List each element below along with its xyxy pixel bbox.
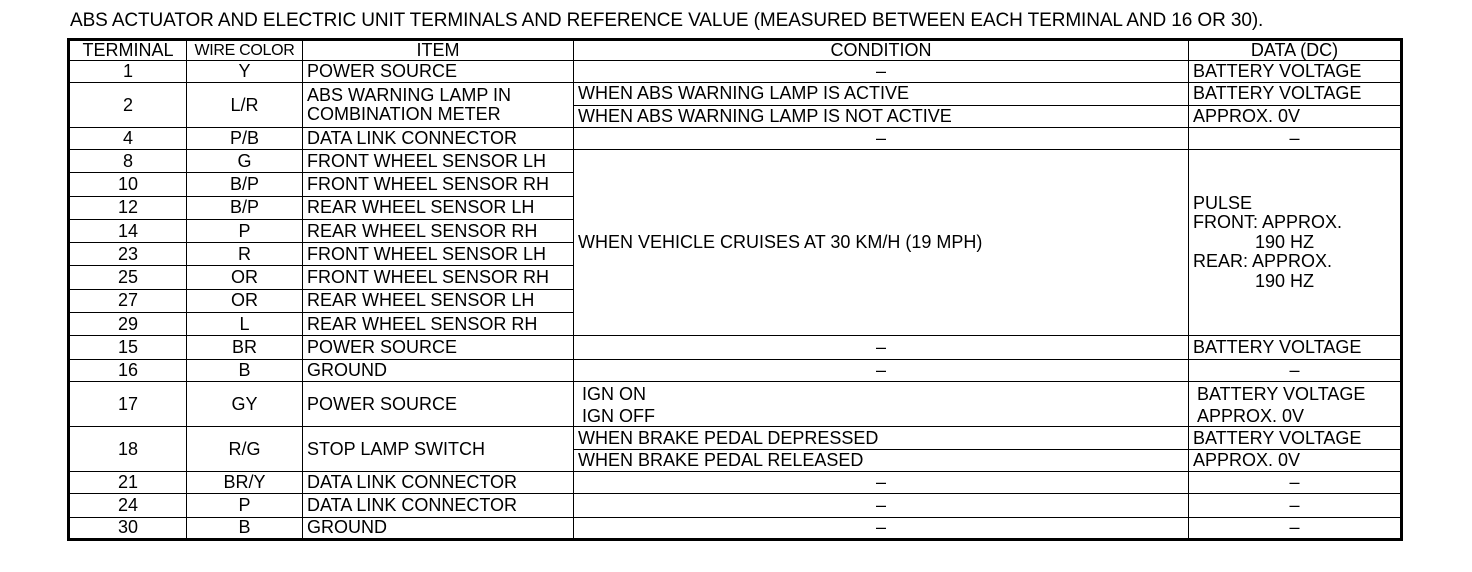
condition-cell: – bbox=[574, 471, 1189, 493]
wire-color-cell: B bbox=[187, 517, 303, 540]
terminal-cell: 25 bbox=[69, 266, 187, 289]
wire-color-cell: BR/Y bbox=[187, 471, 303, 493]
table-row bbox=[69, 517, 1402, 540]
document-title: ABS ACTUATOR AND ELECTRIC UNIT TERMINALS AND REFERENCE VALUE (MEASURED BETWEEN EACH TERMINAL AND 16 OR 30). bbox=[70, 10, 1264, 31]
wire-color-cell: B/P bbox=[187, 173, 303, 196]
table-row bbox=[69, 336, 1402, 359]
terminal-cell: 17 bbox=[69, 381, 187, 427]
condition-cell: – bbox=[574, 336, 1189, 359]
wire-color-cell: GY bbox=[187, 381, 303, 427]
pulse-line: FRONT: APPROX. bbox=[1193, 212, 1343, 233]
terminal-cell: 24 bbox=[69, 494, 187, 517]
item-cell: FRONT WHEEL SENSOR RH bbox=[303, 173, 574, 196]
wire-color-cell: BR bbox=[187, 336, 303, 359]
condition-line: IGN OFF bbox=[582, 406, 655, 427]
data-cell: – bbox=[1189, 127, 1402, 149]
terminal-cell: 8 bbox=[69, 150, 187, 173]
sensor-data-cell bbox=[1189, 150, 1402, 336]
wire-color-cell: L/R bbox=[187, 83, 303, 128]
header-data: DATA (DC) bbox=[1189, 40, 1402, 61]
header-item: ITEM bbox=[303, 40, 574, 61]
item-cell: POWER SOURCE bbox=[303, 381, 574, 427]
item-cell: DATA LINK CONNECTOR bbox=[303, 127, 574, 149]
data-cell: BATTERY VOLTAGE bbox=[1189, 336, 1402, 359]
terminal-cell: 12 bbox=[69, 196, 187, 219]
table-row bbox=[69, 494, 1402, 517]
wire-color-cell: OR bbox=[187, 266, 303, 289]
data-cell: – bbox=[1189, 359, 1402, 381]
condition-cell bbox=[574, 381, 1189, 427]
item-line: ABS WARNING LAMP IN bbox=[307, 85, 512, 106]
condition-cell: – bbox=[574, 127, 1189, 149]
terminal-cell: 4 bbox=[69, 127, 187, 149]
data-cell bbox=[1189, 381, 1402, 427]
data-cell: APPROX. 0V bbox=[1189, 105, 1402, 127]
terminal-cell: 21 bbox=[69, 471, 187, 493]
wire-color-cell: P bbox=[187, 494, 303, 517]
terminal-cell: 1 bbox=[69, 61, 187, 83]
data-line: BATTERY VOLTAGE bbox=[1197, 384, 1366, 405]
terminal-cell: 10 bbox=[69, 173, 187, 196]
data-cell: APPROX. 0V bbox=[1189, 449, 1402, 471]
terminal-cell: 23 bbox=[69, 243, 187, 266]
pulse-line: 190 HZ bbox=[1255, 270, 1315, 291]
data-line: APPROX. 0V bbox=[1197, 406, 1305, 427]
item-cell: POWER SOURCE bbox=[303, 336, 574, 359]
wire-color-cell: P bbox=[187, 219, 303, 242]
item-cell bbox=[303, 83, 574, 128]
data-cell: – bbox=[1189, 471, 1402, 493]
wire-color-cell: G bbox=[187, 150, 303, 173]
table-row bbox=[69, 127, 1402, 149]
terminal-cell: 2 bbox=[69, 83, 187, 128]
item-cell: STOP LAMP SWITCH bbox=[303, 427, 574, 472]
condition-cell: WHEN ABS WARNING LAMP IS NOT ACTIVE bbox=[574, 105, 1189, 127]
table-row bbox=[69, 150, 1402, 173]
wire-color-cell: R/G bbox=[187, 427, 303, 472]
pulse-line: 190 HZ bbox=[1255, 231, 1315, 252]
header-row bbox=[69, 40, 1402, 61]
condition-line: IGN ON bbox=[582, 384, 647, 405]
wire-color-cell: R bbox=[187, 243, 303, 266]
data-cell: – bbox=[1189, 494, 1402, 517]
item-cell: REAR WHEEL SENSOR RH bbox=[303, 219, 574, 242]
condition-cell: – bbox=[574, 517, 1189, 540]
terminal-cell: 15 bbox=[69, 336, 187, 359]
table-row bbox=[69, 83, 1402, 105]
terminal-reference-table bbox=[67, 38, 1403, 541]
terminal-cell: 29 bbox=[69, 313, 187, 336]
item-cell: REAR WHEEL SENSOR LH bbox=[303, 196, 574, 219]
wire-color-cell: Y bbox=[187, 61, 303, 83]
item-cell: FRONT WHEEL SENSOR LH bbox=[303, 150, 574, 173]
header-condition: CONDITION bbox=[574, 40, 1189, 61]
sensor-condition-cell: WHEN VEHICLE CRUISES AT 30 KM/H (19 MPH) bbox=[574, 150, 1189, 336]
wire-color-cell: L bbox=[187, 313, 303, 336]
item-cell: GROUND bbox=[303, 359, 574, 381]
header-wire-color: WIRE COLOR bbox=[187, 40, 303, 61]
terminal-cell: 30 bbox=[69, 517, 187, 540]
item-cell: DATA LINK CONNECTOR bbox=[303, 471, 574, 493]
pulse-line: REAR: APPROX. bbox=[1193, 251, 1333, 272]
table-row bbox=[69, 359, 1402, 381]
item-cell: REAR WHEEL SENSOR LH bbox=[303, 289, 574, 312]
table-row bbox=[69, 381, 1402, 427]
item-cell: FRONT WHEEL SENSOR RH bbox=[303, 266, 574, 289]
condition-cell: – bbox=[574, 494, 1189, 517]
terminal-cell: 14 bbox=[69, 219, 187, 242]
header-terminal: TERMINAL bbox=[69, 40, 187, 61]
item-cell: REAR WHEEL SENSOR RH bbox=[303, 313, 574, 336]
item-cell: POWER SOURCE bbox=[303, 61, 574, 83]
data-cell: BATTERY VOLTAGE bbox=[1189, 83, 1402, 105]
item-cell: DATA LINK CONNECTOR bbox=[303, 494, 574, 517]
wire-color-cell: B bbox=[187, 359, 303, 381]
condition-cell: WHEN ABS WARNING LAMP IS ACTIVE bbox=[574, 83, 1189, 105]
terminal-cell: 16 bbox=[69, 359, 187, 381]
data-cell: – bbox=[1189, 517, 1402, 540]
item-cell: FRONT WHEEL SENSOR LH bbox=[303, 243, 574, 266]
item-line: COMBINATION METER bbox=[307, 104, 501, 125]
condition-cell: – bbox=[574, 61, 1189, 83]
condition-cell: WHEN BRAKE PEDAL DEPRESSED bbox=[574, 427, 1189, 449]
terminal-cell: 18 bbox=[69, 427, 187, 472]
table-row bbox=[69, 471, 1402, 493]
data-cell: BATTERY VOLTAGE bbox=[1189, 61, 1402, 83]
wire-color-cell: P/B bbox=[187, 127, 303, 149]
item-cell: GROUND bbox=[303, 517, 574, 540]
wire-color-cell: OR bbox=[187, 289, 303, 312]
condition-cell: – bbox=[574, 359, 1189, 381]
data-cell: BATTERY VOLTAGE bbox=[1189, 427, 1402, 449]
terminal-cell: 27 bbox=[69, 289, 187, 312]
table-row bbox=[69, 61, 1402, 83]
wire-color-cell: B/P bbox=[187, 196, 303, 219]
pulse-line: PULSE bbox=[1193, 192, 1253, 213]
table-row bbox=[69, 427, 1402, 449]
condition-cell: WHEN BRAKE PEDAL RELEASED bbox=[574, 449, 1189, 471]
